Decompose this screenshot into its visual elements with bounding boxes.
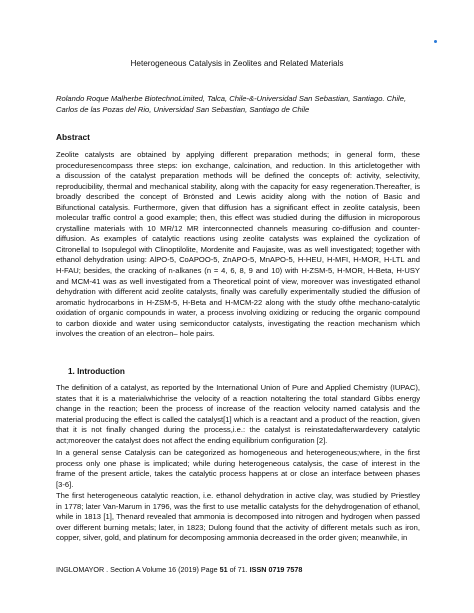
author-line-1: Rolando Roque Malherbe BiotechnoLimited, Talca, Chile-&-Universidad San Sebastian, Santiago. Chile, (56, 94, 407, 103)
text-line: in 1778; later Van-Marum in 1796, was the first to use metallic catalysts for the dehydrogenation of ethanol, (56, 501, 420, 511)
text-line: over different burning metals; later, in 1823; Dulong found that the activity of different metals such as iron, (56, 522, 420, 532)
footer-total-pages: 71 (237, 565, 246, 574)
text-line: [3-6]. (56, 479, 74, 489)
footer-page-number: 51 (219, 565, 228, 574)
text-line: change in the reaction; been the process of increase of the reaction velocity named catalysis and the (56, 404, 420, 414)
abstract-heading: Abstract (56, 132, 90, 142)
footer-journal: INGLOMAYOR . Section A Volume 16 (2019) Page (56, 565, 220, 574)
text-line: copper, silver, gold, and platinum for decomposing ammonia decreased in the order given; meanwhile, in (56, 533, 408, 543)
text-line: broadly described the concept of Brönsted and Lewis acidity along with the notion of Basic and (56, 192, 420, 202)
text-line: to carbon dioxide and water using semiconductor catalysts, investigating the reaction mechanism which (56, 318, 420, 328)
text-line: and MCM-41 was as well investigated from a Theoretical point of view, moreover was investigated ethanol (56, 276, 420, 286)
text-line: Citronellal to Isopulegol with Clinoptilolite, Mordenite and Faujasite, was as well investigated; together with (56, 244, 420, 254)
footer-of: of (227, 565, 238, 574)
author-block (56, 94, 426, 115)
text-line: Bifunctional catalysis. Furthermore, given that diffusion has a significant effect in zeolite catalysis, been (56, 202, 420, 212)
text-line: The first heterogeneous catalytic reaction, i.e. ethanol dehydration in active clay, was studied by Priestley (56, 491, 420, 500)
footer-issn: ISSN 0719 7578 (249, 565, 303, 574)
paper-title: Heterogeneous Catalysis in Zeolites and Related Materials (130, 59, 344, 68)
text-line: dehydration with different acid zeolite catalysts, finally was carefully experimentally studied the diffusion of (56, 287, 420, 297)
section-heading-introduction: 1. Introduction (68, 367, 125, 376)
text-line: while in 1813 [1], Thenard revealed that ammonia is decomposed into nitrogen and hydrogen when passed (56, 512, 420, 522)
text-line: states that it is a materialwhichrise the velocity of a reaction notaltering the total standard Gibbs energy (56, 393, 420, 403)
text-line: aromatic hydrocarbons in H-ZSM-5, H-Beta and H-MCM-22 along with the study ofthe mechano-catalytic (56, 297, 420, 307)
text-line: molecular traffic control a good example; then, this effect was studied during the diffusion in microporous (56, 213, 420, 223)
decorative-dot (434, 40, 437, 43)
intro-paragraph-3 (56, 491, 420, 544)
text-line: act;moreover the catalyst does not affect the ending equilibrium configuration [2]. (56, 435, 328, 445)
text-line: proceduresencompass three steps: ion exchange, calcination, and reduction. In this articletogether with (56, 160, 420, 170)
text-line: that it is not finally changed during the process,i.e.: the catalyst is reinstatedafterwardevery catalytic (56, 425, 420, 435)
text-line: a discussion of the catalyst preparation methods will be defined the concepts of: activity, selectivity, (56, 171, 420, 181)
text-line: oxidation of organic compounds in water, a process involving oxidizing or reducing the organic compound (56, 308, 420, 318)
intro-paragraph-1 (56, 383, 420, 446)
text-line: crystalline materials with 10 MR/12 MR interconnected channels measuring co-diffusion and counter- (56, 223, 420, 233)
intro-paragraph-2 (56, 448, 420, 490)
page-footer: INGLOMAYOR . Section A Volume 16 (2019) Page 51 of 71. ISSN 0719 7578 (56, 565, 303, 574)
text-line: Zeolite catalysts are obtained by applying different preparation methods; in general form, these (56, 150, 420, 159)
text-line: material producing the effect is called the catalyst[1] which is a reactant and a product of the reaction, given (56, 414, 420, 424)
text-line: involves the creation of an electron– hole pairs. (56, 329, 215, 339)
text-line: frame of the present article, takes the catalytic process happens at or close an interface between phases (56, 469, 420, 479)
text-line: diffusion. As examples of catalytic reactions using zeolite catalysts was explained the cyclization of (56, 234, 420, 244)
text-line: reproducibility, thermal and mechanical stability, along with the capacity for easy regeneration.Thereafter, is (56, 181, 420, 191)
text-line: ethanol dehydration using: AlPO-5, CoAPOO-5, ZnAPO-5, MnAPO-5, H-HEU, H-MFI, H-MOR, H-LTL and (56, 255, 420, 265)
abstract-body (56, 150, 420, 340)
author-line-2: Carlos de las Pozas del Rio, Universidad San Sebastian, Santiago de Chile (56, 104, 310, 114)
text-line: The definition of a catalyst, as reported by the International Union of Pure and Applied Chemistry (IUPAC), (56, 383, 420, 392)
text-line: process only one phase is implicated; while during heterogeneous catalysis, the case of interest in the (56, 458, 420, 468)
text-line: H-FAU; besides, the cracking of n-alkanes (n = 4, 6, 8, 9 and 10) with H-ZSM-5, H-MOR, H-Beta, H-USY (56, 266, 420, 276)
text-line: In a general sense Catalysis can be categorized as homogeneous and heterogeneous;where, in the first (56, 448, 420, 457)
